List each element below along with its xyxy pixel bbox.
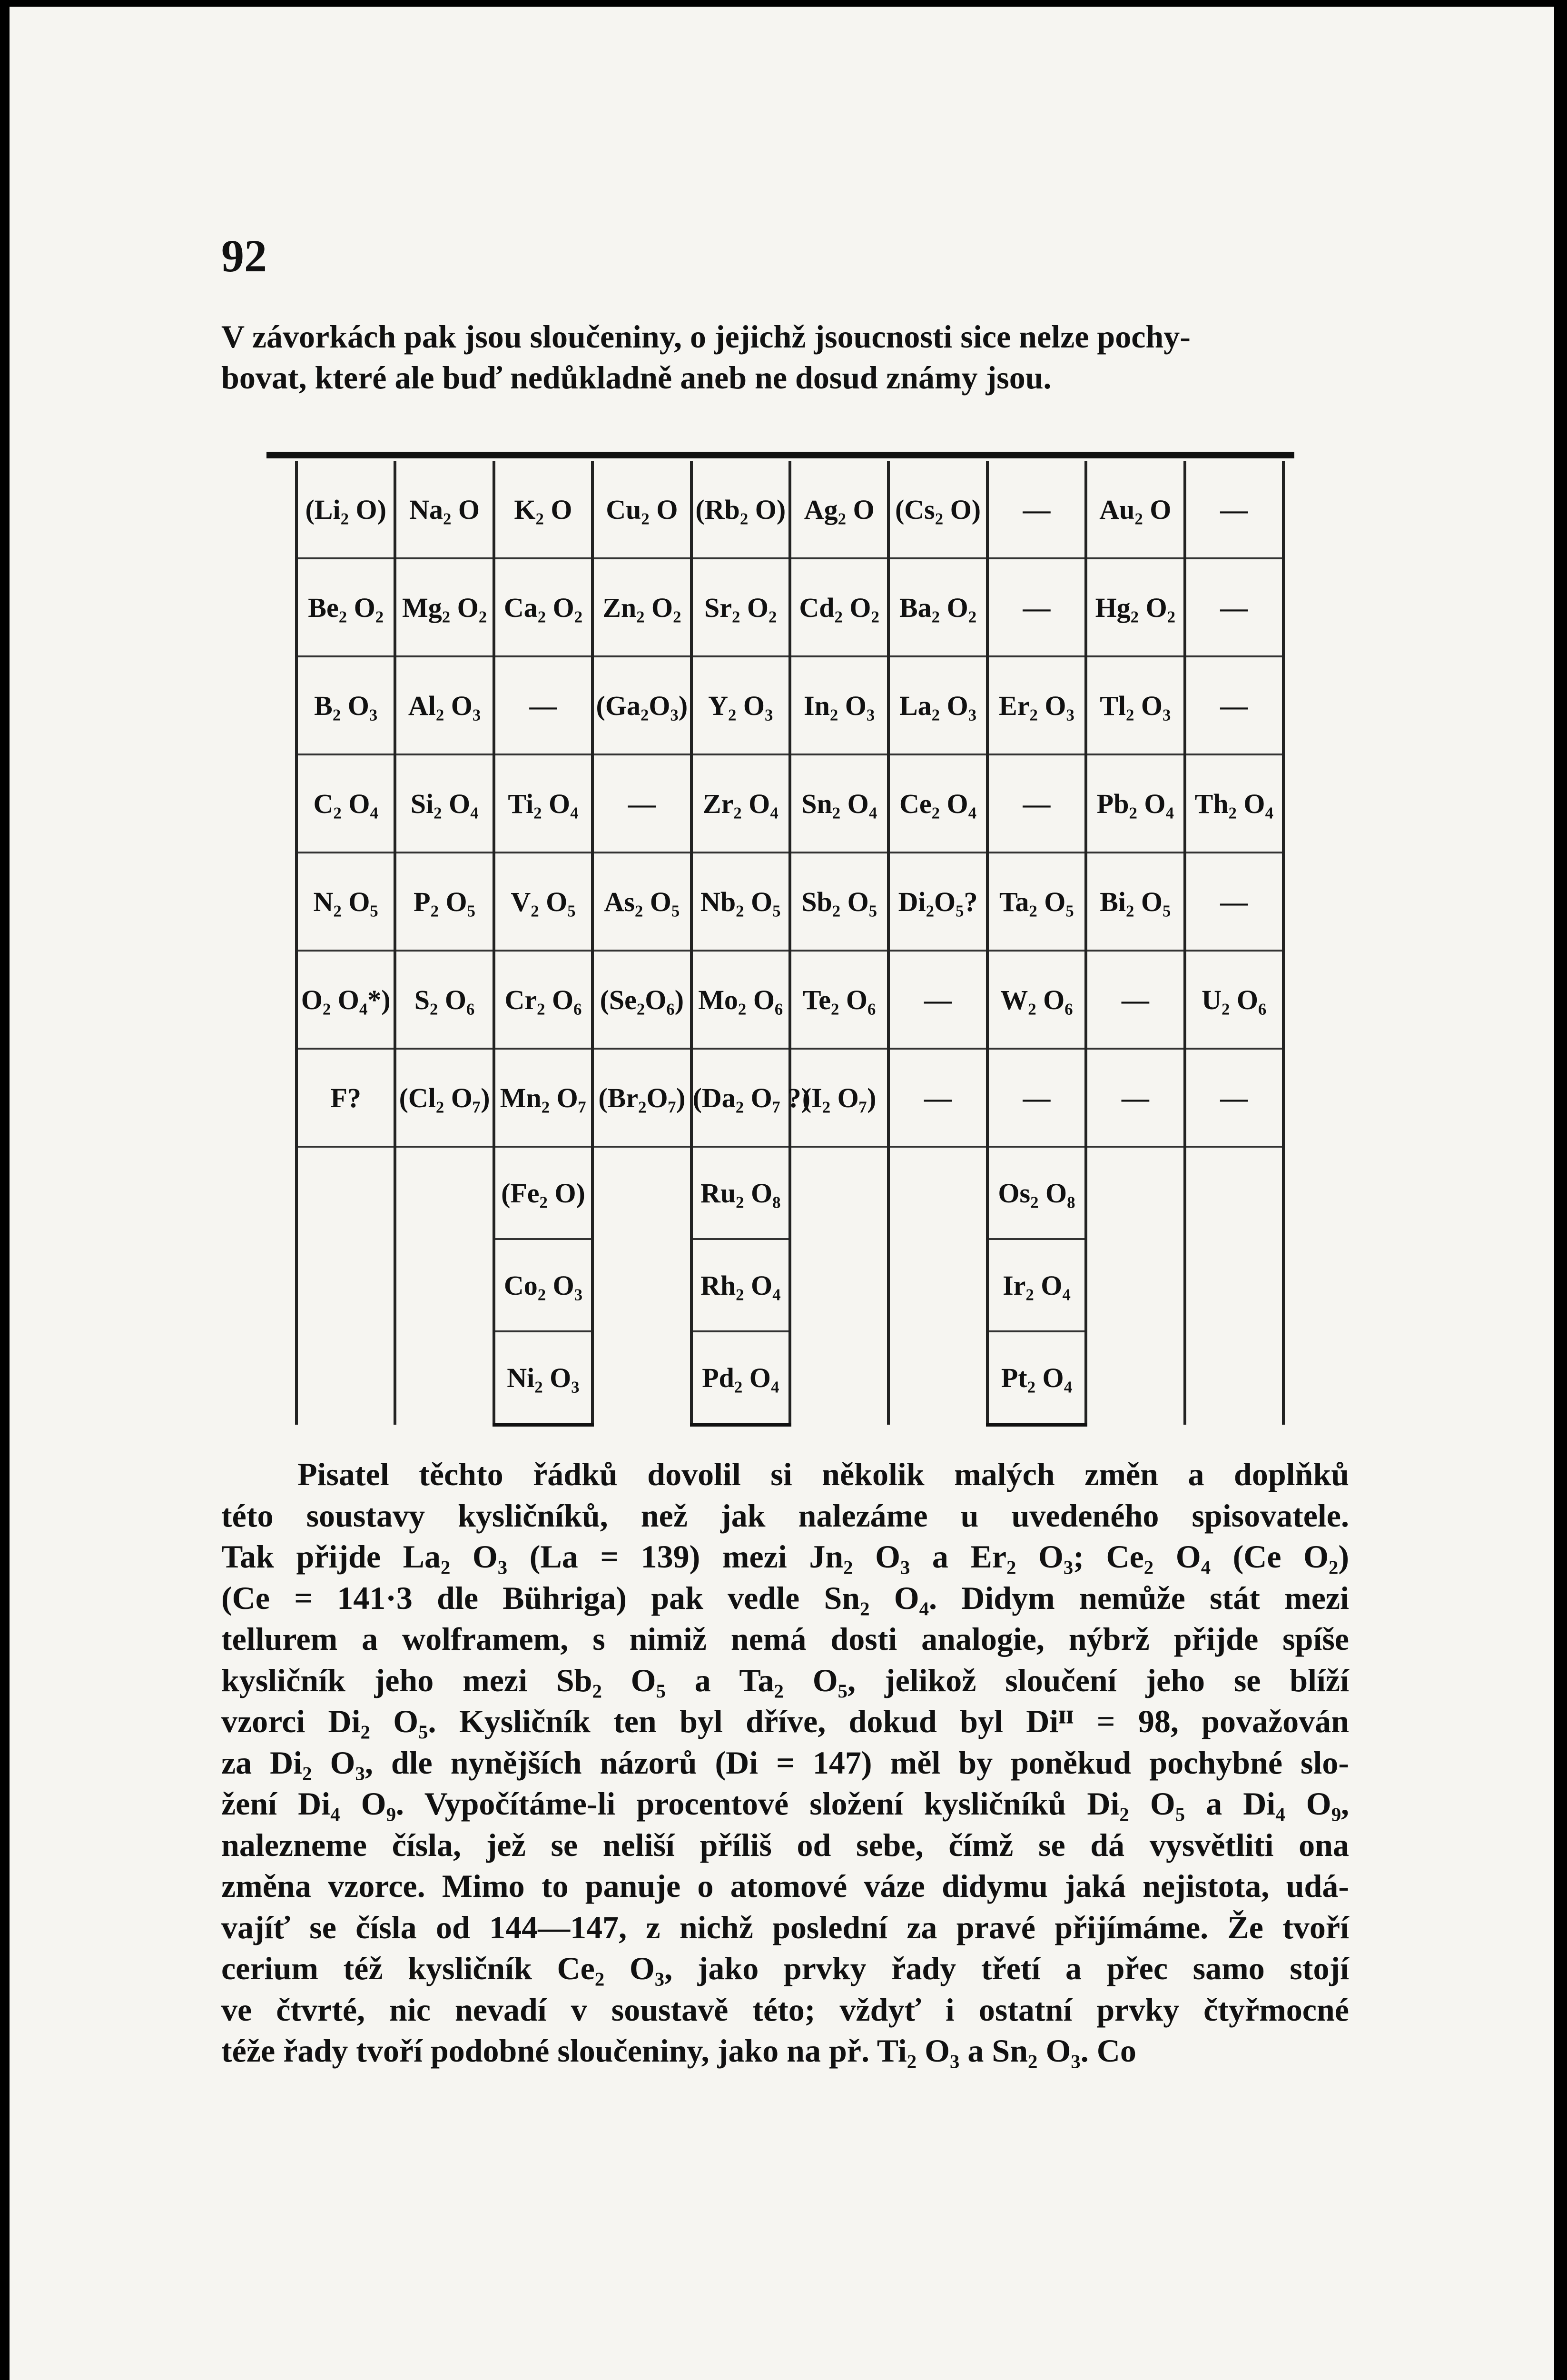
paragraph-line: žení Di₄ O₉. Vypočítáme-li procentové složení kysličníků Di₂ O₅ a Di₄ O₉, [221,1785,1349,1822]
table-cell: (Se₂O₆) [592,951,691,1049]
table-cell: (I₂ O₇) [790,1049,888,1147]
table-cell: Sn₂ O₄ [790,754,888,853]
table-cell: Cr₂ O₆ [494,951,592,1049]
oxide-table-container [295,461,1285,1427]
table-cell: (Fe₂ O) [494,1147,592,1239]
table-cell [1086,1147,1184,1239]
table-cell: — [494,656,592,754]
paragraph-line: téže řady tvoří podobné sloučeniny, jako na př. Ti₂ O₃ a Sn₂ O₃. Co [221,2033,1136,2069]
intro-line: bovat, které ale buď nedůkladně aneb ne dosud známy jsou. [221,359,1052,396]
table-cell: — [987,1049,1086,1147]
table-cell: (Cs₂ O) [888,461,987,558]
table-cell: Mg₂ O₂ [395,558,493,656]
table-cell: K₂ O [494,461,592,558]
table-row [296,558,1283,656]
table-cell: Ba₂ O₂ [888,558,987,656]
table-cell: In₂ O₃ [790,656,888,754]
table-cell [1185,1239,1283,1331]
table-cell: B₂ O₃ [296,656,395,754]
table-cell [592,1239,691,1331]
table-cell: C₂ O₄ [296,754,395,853]
table-cell: — [1185,1049,1283,1147]
table-cell [296,1239,395,1331]
table-cell: Sb₂ O₅ [790,853,888,951]
table-cell: (Ga₂O₃) [592,656,691,754]
table-cell: Ir₂ O₄ [987,1239,1086,1331]
table-cell: — [1185,461,1283,558]
table-cell [1185,1147,1283,1239]
oxide-table [295,461,1285,1427]
table-cell: — [1086,1049,1184,1147]
table-cell: — [987,754,1086,853]
table-cell: — [987,461,1086,558]
paragraph-line: (Ce = 141·3 dle Bühriga) pak vedle Sn₂ O₄. Didym nemůže stát mezi [221,1579,1349,1616]
table-row [296,853,1283,951]
table-cell: Pd₂ O₄ [691,1331,790,1425]
table-cell: Au₂ O [1086,461,1184,558]
table-cell: Zr₂ O₄ [691,754,790,853]
table-cell: Cd₂ O₂ [790,558,888,656]
table-cell: P₂ O₅ [395,853,493,951]
table-cell [790,1147,888,1239]
table-row [296,1049,1283,1147]
paragraph-line: změna vzorce. Mimo to panuje o atomové váze didymu jaká nejistota, udá- [221,1868,1349,1904]
table-row [296,461,1283,558]
table-cell: Y₂ O₃ [691,656,790,754]
table-cell: Ta₂ O₅ [987,853,1086,951]
table-cell: Si₂ O₄ [395,754,493,853]
paragraph-line: vajíť se čísla od 144—147, z nichž poslední za pravé přijímáme. Že tvoří [221,1909,1349,1945]
table-cell [395,1331,493,1425]
table-cell [790,1239,888,1331]
table-cell: Os₂ O₈ [987,1147,1086,1239]
table-cell: Ag₂ O [790,461,888,558]
table-cell: Mo₂ O₆ [691,951,790,1049]
table-cell: — [1185,558,1283,656]
table-cell [592,1147,691,1239]
table-cell: W₂ O₆ [987,951,1086,1049]
paragraph-line: nalezneme čísla, jež se neliší příliš od sebe, čímž se dá vysvětliti ona [221,1826,1349,1863]
page-number: 92 [221,230,267,281]
table-cell: Bi₂ O₅ [1086,853,1184,951]
table-cell: Di₂O₅? [888,853,987,951]
table-cell: Be₂ O₂ [296,558,395,656]
table-cell [1086,1239,1184,1331]
table-cell: Zn₂ O₂ [592,558,691,656]
table-cell: Rh₂ O₄ [691,1239,790,1331]
table-cell [888,1331,987,1425]
table-cell: Ni₂ O₃ [494,1331,592,1425]
body-paragraph [221,1454,1349,2072]
paragraph-line: vzorci Di₂ O₅. Kysličník ten byl dříve, dokud byl Diᴵᴵ = 98, považován [221,1703,1349,1739]
table-cell: U₂ O₆ [1185,951,1283,1049]
table-cell [395,1239,493,1331]
table-cell [296,1331,395,1425]
intro-text [221,316,1349,398]
table-cell: Ca₂ O₂ [494,558,592,656]
table-cell: — [888,1049,987,1147]
paragraph-line: kysličník jeho mezi Sb₂ O₅ a Ta₂ O₅, jelikož sloučení jeho se blíží [221,1662,1349,1698]
table-cell: Ti₂ O₄ [494,754,592,853]
table-cell: (Br₂O₇) [592,1049,691,1147]
table-cell: (Da₂ O₇ ?) [691,1049,790,1147]
table-row [296,1147,1283,1239]
table-cell: Cu₂ O [592,461,691,558]
table-cell: — [1185,656,1283,754]
paragraph-line: Pisatel těchto řádků dovolil si několik malých změn a doplňků [297,1456,1349,1492]
table-cell: — [888,951,987,1049]
table-cell: Na₂ O [395,461,493,558]
table-row [296,951,1283,1049]
table-cell: La₂ O₃ [888,656,987,754]
table-cell [888,1147,987,1239]
table-cell: — [592,754,691,853]
table-cell [395,1147,493,1239]
table-cell: As₂ O₅ [592,853,691,951]
table-cell: (Li₂ O) [296,461,395,558]
table-cell: — [987,558,1086,656]
table-cell [1086,1331,1184,1425]
table-cell: O₂ O₄*) [296,951,395,1049]
table-cell [592,1331,691,1425]
table-cell: Pb₂ O₄ [1086,754,1184,853]
table-cell [888,1239,987,1331]
table-cell: Nb₂ O₅ [691,853,790,951]
intro-line: V závorkách pak jsou sloučeniny, o jejichž jsoucnosti sice nelze pochy- [221,318,1191,355]
paragraph-line: Tak přijde La₂ O₃ (La = 139) mezi Jn₂ O₃ a Er₂ O₃; Ce₂ O₄ (Ce O₂) [221,1538,1349,1575]
table-cell: Tl₂ O₃ [1086,656,1184,754]
table-cell: Sr₂ O₂ [691,558,790,656]
table-cell: (Rb₂ O) [691,461,790,558]
table-cell: Er₂ O₃ [987,656,1086,754]
table-cell: Pt₂ O₄ [987,1331,1086,1425]
paragraph-line: ve čtvrté, nic nevadí v soustavě této; vždyť i ostatní prvky čtyřmocné [221,1991,1349,2028]
table-cell [1185,1331,1283,1425]
table-cell: Mn₂ O₇ [494,1049,592,1147]
table-cell: Al₂ O₃ [395,656,493,754]
table-row [296,1239,1283,1331]
table-cell: Hg₂ O₂ [1086,558,1184,656]
table-cell: — [1185,853,1283,951]
table-row [296,754,1283,853]
paragraph-line: tellurem a wolframem, s nimiž nemá dosti analogie, nýbrž přijde spíše [221,1621,1349,1657]
table-top-rule [266,452,1294,458]
paragraph-line: za Di₂ O₃, dle nynějších názorů (Di = 147) měl by poněkud pochybné slo- [221,1744,1349,1781]
book-page [10,7,1554,2380]
paragraph-line: cerium též kysličník Ce₂ O₃, jako prvky řady třetí a přec samo stojí [221,1950,1349,1986]
table-cell: — [1086,951,1184,1049]
table-cell: N₂ O₅ [296,853,395,951]
paragraph-line: této soustavy kysličníků, než jak nalezáme u uvedeného spisovatele. [221,1497,1349,1534]
table-cell: S₂ O₆ [395,951,493,1049]
table-cell [790,1331,888,1425]
table-cell: Th₂ O₄ [1185,754,1283,853]
table-cell: F? [296,1049,395,1147]
table-cell: Te₂ O₆ [790,951,888,1049]
table-cell: Ru₂ O₈ [691,1147,790,1239]
table-cell: Ce₂ O₄ [888,754,987,853]
table-cell: Co₂ O₃ [494,1239,592,1331]
table-cell: (Cl₂ O₇) [395,1049,493,1147]
table-cell: V₂ O₅ [494,853,592,951]
table-row [296,1331,1283,1425]
table-cell [296,1147,395,1239]
table-row [296,656,1283,754]
